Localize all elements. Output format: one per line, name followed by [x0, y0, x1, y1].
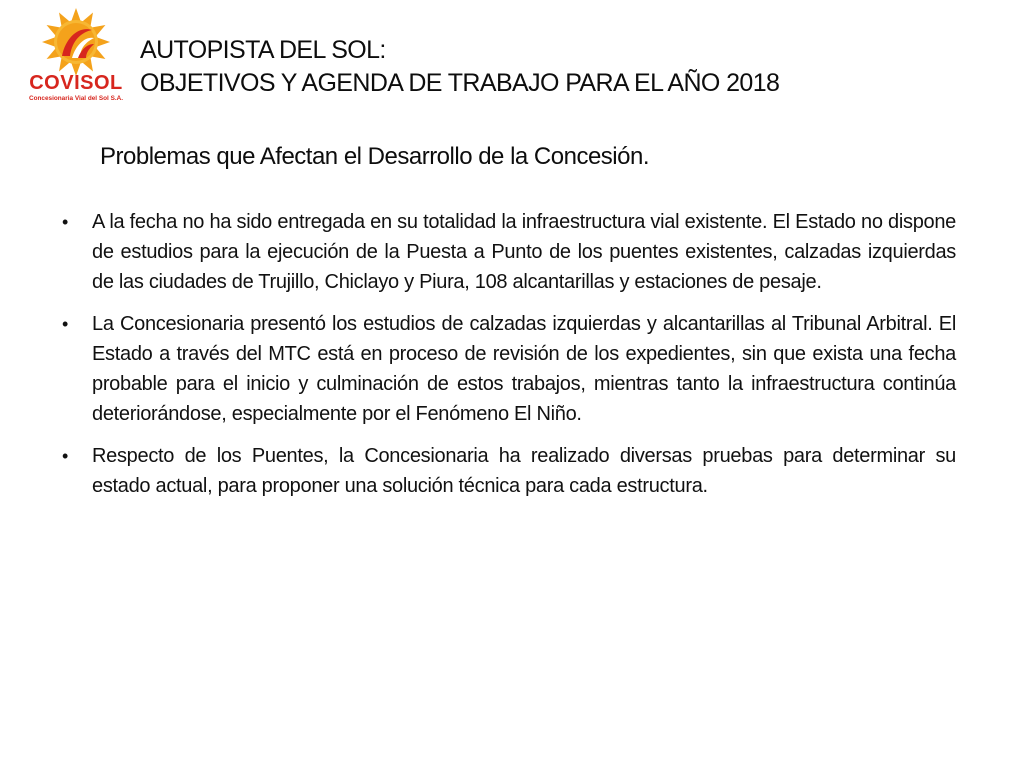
bullet-dot-icon: •	[62, 446, 69, 466]
title-line-2: OBJETIVOS Y AGENDA DE TRABAJO PARA EL AÑO 2018	[140, 69, 780, 97]
title-line-1: AUTOPISTA DEL SOL:	[140, 36, 386, 64]
covisol-logo	[26, 6, 126, 110]
bullet-text: La Concesionaria presentó los estudios de calzadas izquierdas y alcantarillas al Tribunal Arbitral. El Estado a través del MTC está en proceso de revisión de los expedientes, sin que exista una fecha probable para el inicio y culminación de estos trabajos, mientras tanto la infraestructura continúa deteriorándose, especialmente por el Fenómeno El Niño.	[92, 313, 956, 425]
section-subtitle: Problemas que Afectan el Desarrollo de la Concesión.	[100, 143, 649, 170]
bullet-list	[62, 207, 956, 513]
bullet-text: Respecto de los Puentes, la Concesionaria ha realizado diversas pruebas para determinar su estado actual, para proponer una solución técnica para cada estructura.	[92, 445, 956, 497]
bullet-text: A la fecha no ha sido entregada en su totalidad la infraestructura vial existente. El Estado no dispone de estudios para la ejecución de la Puesta a Punto de los puentes existentes, calzadas izquierdas de las ciudades de Trujillo, Chiclayo y Piura, 108 alcantarillas y estaciones de pesaje.	[92, 211, 956, 293]
sun-logo-icon	[26, 6, 126, 76]
bullet-dot-icon: •	[62, 212, 69, 232]
bullet-dot-icon: •	[62, 314, 69, 334]
page-title	[140, 34, 1000, 100]
logo-tagline: Concesionaria Vial del Sol S.A.	[29, 95, 123, 102]
logo-wordmark: COVISOL	[29, 72, 123, 94]
list-item	[62, 309, 956, 429]
list-item	[62, 441, 956, 501]
list-item	[62, 207, 956, 297]
